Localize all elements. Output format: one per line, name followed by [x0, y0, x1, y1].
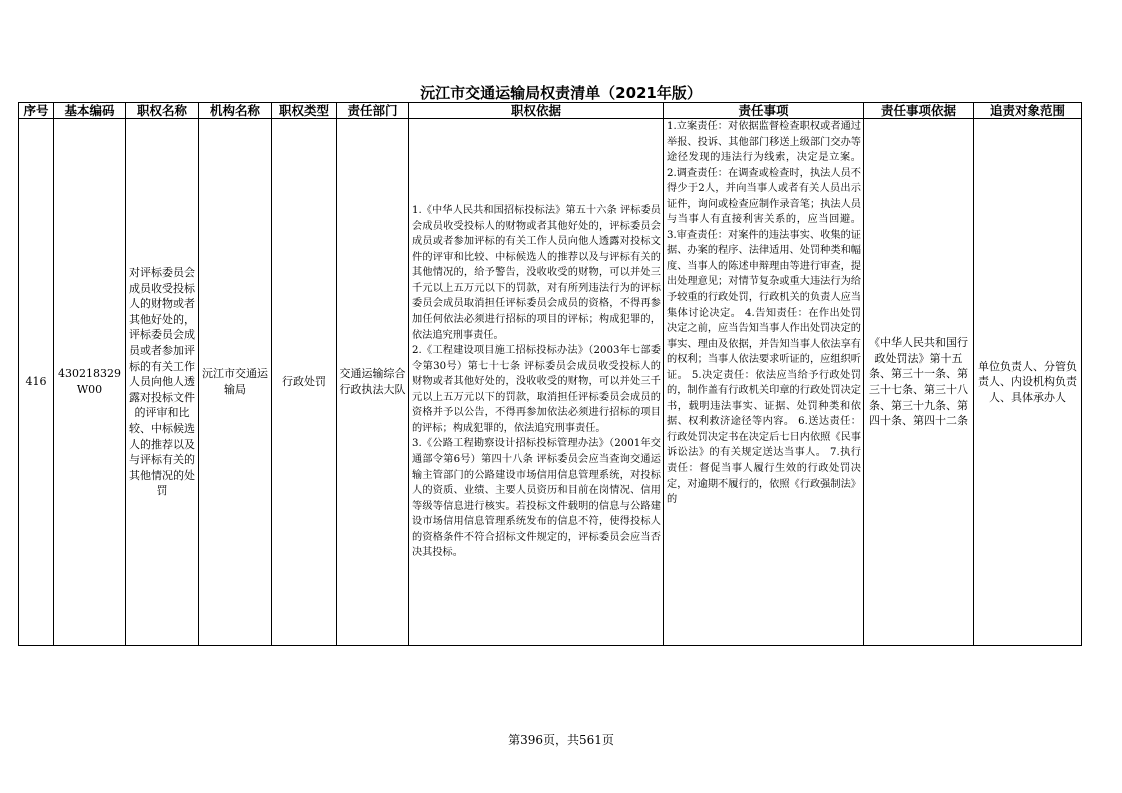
cell-dept: 交通运输综合行政执法大队 — [337, 119, 409, 646]
cell-seq: 416 — [19, 119, 54, 646]
header-power-type: 职权类型 — [272, 103, 337, 119]
header-power-name: 职权名称 — [126, 103, 199, 119]
header-row — [19, 103, 1082, 119]
header-code: 基本编码 — [54, 103, 126, 119]
header-items: 责任事项 — [664, 103, 864, 119]
cell-org-name: 沅江市交通运输局 — [199, 119, 272, 646]
basis-item-1: 1.《中华人民共和国招标投标法》第五十六条 评标委员会成员收受投标人的财物或者其他好处的，评标委员会成员或者参加评标的有关工作人员向他人透露对投标文件的评审和比较、中标候选人的推荐以及与评标有关的其他情况的，给予警告，没收收受的财物，可以并处三千元以上五万元以下的罚款，对有所列违法行为的评标委员会成员取消担任评标委员会成员的资格，不得再参加任何依法必须进行招标的项目的评标；构成犯罪的，依法追究刑事责任。 — [412, 205, 661, 341]
header-seq: 序号 — [19, 103, 54, 119]
page-title: 沅江市交通运输局权责清单（2021年版） — [420, 84, 702, 102]
header-basis: 职权依据 — [409, 103, 664, 119]
cell-items-basis: 《中华人民共和国行政处罚法》第十五条、第三十一条、第三十七条、第三十八条、第三十九条、第四十条、第四十二条 — [864, 119, 974, 646]
header-items-basis: 责任事项依据 — [864, 103, 974, 119]
cell-code: 430218329W00 — [54, 119, 126, 646]
header-scope: 追责对象范围 — [974, 103, 1082, 119]
cell-basis — [409, 119, 664, 646]
header-dept: 责任部门 — [337, 103, 409, 119]
basis-item-3: 3.《公路工程勘察设计招标投标管理办法》（2001年交通部令第6号）第四十八条 评标委员会应当查询交通运输主管部门的公路建设市场信用信息管理系统，对投标人的资质、业绩、主要人员资历和目前在岗情况、信用等级等信息进行核实。若投标文件载明的信息与公路建设市场信用信息管理系统发布的信息不符，使得投标人的资格条件不符合招标文件规定的，评标委员会应当否决其投标。 — [412, 438, 661, 559]
table-row — [19, 119, 1082, 646]
basis-item-2: 2.《工程建设项目施工招标投标办法》（2003年七部委令第30号）第七十七条 评标委员会成员收受投标人的财物或者其他好处的，没收收受的财物，可以并处三千元以上五万元以下的罚款，取消担任评标委员会成员的资格并予以公告，不得再参加依法必须进行招标的项目的评标；构成犯罪的，依法追究刑事责任。 — [412, 345, 661, 434]
cell-power-type: 行政处罚 — [272, 119, 337, 646]
page-footer: 第396页，共561页 — [508, 733, 614, 747]
power-responsibility-table — [18, 102, 1082, 646]
cell-power-name: 对评标委员会成员收受投标人的财物或者其他好处的，评标委员会成员或者参加评标的有关工作人员向他人透露对投标文件的评审和比较、中标候选人的推荐以及与评标有关的其他情况的处罚 — [126, 119, 199, 646]
cell-scope: 单位负责人、分管负责人、内设机构负责人、具体承办人 — [974, 119, 1082, 646]
header-org-name: 机构名称 — [199, 103, 272, 119]
cell-items: 1.立案责任：对依据监督检查职权或者通过举报、投诉、其他部门移送上级部门交办等途径发现的违法行为线索，决定是立案。 2.调查责任：在调查或检查时，执法人员不得少于2人，并向当事人或者有关人员出示证件，询问或检查应制作录音笔；执法人员与当事人有直接利害关系的，应当回避。 3.审查责任：对案件的违法事实、收集的证据、办案的程序、法律适用、处罚种类和幅度、当事人的陈述申辩理由等进行审查，提出处理意见；对情节复杂或重大违法行为给予较重的行政处罚，行政机关的负责人应当集体讨论决定。 4.告知责任：在作出处罚决定之前，应当告知当事人作出处罚决定的事实、理由及依据，并告知当事人依法享有的权利；当事人依法要求听证的，应组织听证。 5.决定责任：依法应当给予行政处罚的，制作盖有行政机关印章的行政处罚决定书，载明违法事实、证据、处罚种类和依据、权利救济途径等内容。 6.送达责任：行政处罚决定书在决定后七日内依照《民事诉讼法》的有关规定送达当事人。 7.执行责任：督促当事人履行生效的行政处罚决定，对逾期不履行的，依照《行政强制法》的 — [664, 119, 864, 646]
